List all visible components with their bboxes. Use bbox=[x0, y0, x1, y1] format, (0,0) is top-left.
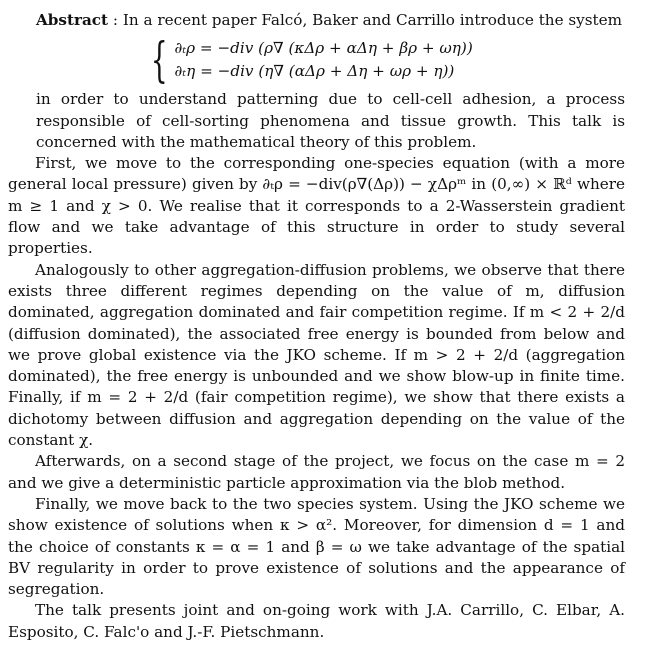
abstract-intro-text: In a recent paper Falcó, Baker and Carrillo introduce the system bbox=[122, 11, 623, 29]
abstract-separator: : bbox=[108, 11, 123, 29]
paragraph-motivation: in order to understand patterning due to cell-cell adhesion, a process responsible of cell-sorting phenomena and tissue growth. This talk is concerned with the mathematical theory of this problem. bbox=[36, 90, 625, 151]
paragraph-regimes: Analogously to other aggregation-diffusion problems, we observe that there exists three different regimes depending on the value of m, diffusion dominated, aggregation dominated and fair competition regime. If m < 2 + 2/d (diffusion dominated), the associated free energy is bounded from below and we prove global existence via the JKO scheme. If m > 2 + 2/d (aggregation dominated), the free energy is unbounded and we show blow-up in finite time. Finally, if m = 2 + 2/d (fair competition regime), we show that there exists a dichotomy between diffusion and aggregation depending on the value of the constant χ. bbox=[8, 260, 625, 450]
paragraph-two-species: Finally, we move back to the two species system. Using the JKO scheme we show existence of solutions when κ > α². Moreover, for dimension d = 1 and the choice of constants κ = α = 1 and β = ω we take advantage of the spatial BV regularity in order to prove existence of solutions and the appearance of segregation. bbox=[8, 494, 625, 599]
equation-system bbox=[144, 32, 625, 89]
equation-rho: ∂ₜρ = −div (ρ∇ (κΔρ + αΔη + βρ + ωη)) bbox=[174, 39, 473, 58]
paragraph-one-species: First, we move to the corresponding one-species equation (with a more general local pressure) given by ∂ₜρ = −div(ρ∇(Δρ)) − χΔρᵐ in (0,∞) × ℝᵈ where m ≥ 1 and χ > 0. We realise that it corresponds to a 2-Wasserstein gradient flow and we take advantage of this structure in order to study several properties. bbox=[8, 154, 625, 258]
paragraph-particle-approximation: Afterwards, on a second stage of the project, we focus on the case m = 2 and we give a deterministic particle approximation via the blob method. bbox=[8, 452, 625, 492]
abstract-intro bbox=[8, 10, 625, 31]
system-brace: { bbox=[150, 32, 168, 89]
abstract-label: Abstract bbox=[36, 11, 109, 29]
paragraph-collaborators: The talk presents joint and on-going work with J.A. Carrillo, C. Elbar, A. Esposito, C. Falc'o and J.-F. Pietschmann. bbox=[8, 601, 625, 641]
equation-eta: ∂ₜη = −div (η∇ (αΔρ + Δη + ωρ + η)) bbox=[174, 62, 455, 81]
